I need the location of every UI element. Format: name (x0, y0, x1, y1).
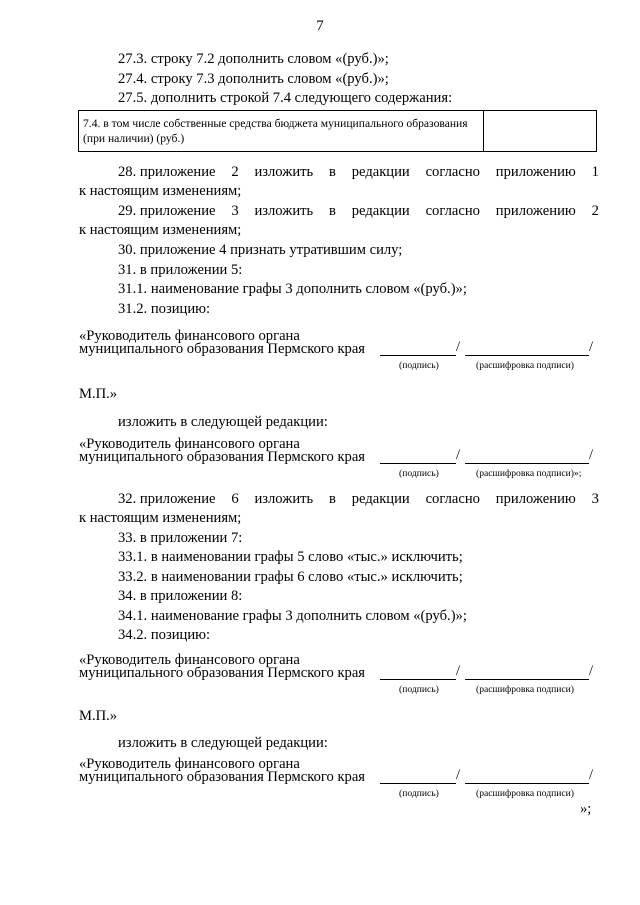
decoding-line (465, 463, 589, 464)
inserted-row-table (78, 110, 597, 152)
item-31-2: 31.2. позицию: (118, 301, 211, 317)
replace-phrase-1: изложить в следующей редакции: (118, 414, 328, 430)
signature-block-old-2: «Руководитель финансового органа муниципального образования Пермского края / / (подпись) (расшифровка подписи) (79, 652, 594, 695)
item-31: 31. в приложении 5: (118, 262, 243, 278)
signature-line (380, 679, 456, 680)
decoding-line (465, 783, 589, 784)
item-31-1: 31.1. наименование графы 3 дополнить словом «(руб.)»; (118, 281, 467, 297)
item-33-2: 33.2. в наименовании графы 6 слово «тыс.» исключить; (118, 569, 463, 585)
caption-decoding: (расшифровка подписи) (476, 788, 574, 799)
item-27-5: 27.5. дополнить строкой 7.4 следующего содержания: (118, 90, 453, 106)
signature-block-new-1: «Руководитель финансового органа муниципального образования Пермского края / / (подпись) (расшифровка подписи)»; (79, 436, 594, 479)
table-cell-description: 7.4. в том числе собственные средства бюджета муниципального образования (при наличии) (руб.) (79, 111, 484, 151)
item-30: 30. приложение 4 признать утратившим силу; (118, 242, 403, 258)
item-34: 34. в приложении 8: (118, 588, 243, 604)
caption-decoding: (расшифровка подписи) (476, 360, 574, 371)
item-28: 28. приложение 2 изложить в редакции согласно приложению 1 (118, 164, 599, 180)
item-32: 32. приложение 6 изложить в редакции согласно приложению 3 (118, 491, 599, 507)
signature-block-new-2: «Руководитель финансового органа муниципального образования Пермского края / / (подпись) (расшифровка подписи) (79, 756, 594, 799)
item-27-4: 27.4. строку 7.3 дополнить словом «(руб.)»; (118, 71, 389, 87)
caption-decoding: (расшифровка подписи)»; (476, 468, 582, 479)
signature-line (380, 355, 456, 356)
item-34-1: 34.1. наименование графы 3 дополнить словом «(руб.)»; (118, 608, 467, 624)
item-33: 33. в приложении 7: (118, 530, 243, 546)
item-32-continuation: к настоящим изменениям; (79, 510, 242, 526)
decoding-line (465, 355, 589, 356)
signature-line (380, 463, 456, 464)
decoding-line (465, 679, 589, 680)
stamp-label-1: М.П.» (79, 386, 118, 402)
caption-decoding: (расшифровка подписи) (476, 684, 574, 695)
caption-signature: (подпись) (399, 360, 439, 371)
table-cell-value (484, 111, 596, 151)
item-34-2: 34.2. позицию: (118, 627, 211, 643)
page-number: 7 (316, 18, 324, 34)
signature-block-old-1: «Руководитель финансового органа муниципального образования Пермского края / / (подпись) (расшифровка подписи) (79, 328, 594, 371)
replace-phrase-2: изложить в следующей редакции: (118, 735, 328, 751)
signature-line (380, 783, 456, 784)
caption-signature: (подпись) (399, 468, 439, 479)
stamp-label-2: М.П.» (79, 708, 118, 724)
caption-signature: (подпись) (399, 788, 439, 799)
closing-quote: »; (580, 801, 592, 817)
item-29-continuation: к настоящим изменениям; (79, 222, 242, 238)
item-33-1: 33.1. в наименовании графы 5 слово «тыс.» исключить; (118, 549, 463, 565)
caption-signature: (подпись) (399, 684, 439, 695)
item-28-continuation: к настоящим изменениям; (79, 183, 242, 199)
item-27-3: 27.3. строку 7.2 дополнить словом «(руб.)»; (118, 51, 389, 67)
item-29: 29. приложение 3 изложить в редакции согласно приложению 2 (118, 203, 599, 219)
